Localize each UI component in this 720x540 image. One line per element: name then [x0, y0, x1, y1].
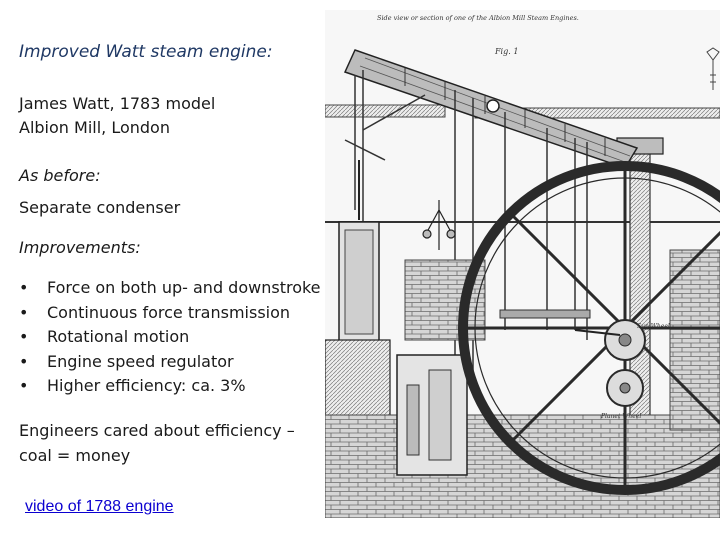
figure-number: Fig. 1 — [495, 47, 519, 56]
note-line-1: Engineers cared about efficiency – — [19, 421, 295, 440]
as-before-item: Separate condenser — [19, 198, 181, 217]
model-line-2: Albion Mill, London — [19, 118, 170, 137]
improvement-item: • Continuous force transmission — [19, 301, 321, 326]
slide-title: Improved Watt steam engine: — [19, 42, 273, 62]
note-line-2: coal = money — [19, 446, 131, 465]
improvement-item: • Engine speed regulator — [19, 350, 321, 375]
improvements-list — [19, 276, 321, 399]
as-before-heading: As before: — [19, 166, 101, 185]
model-line-1: James Watt, 1783 model — [19, 94, 216, 113]
improvements-heading: Improvements: — [19, 238, 141, 257]
video-link[interactable]: video of 1788 engine — [25, 498, 174, 515]
improvement-item: • Rotational motion — [19, 325, 321, 350]
condenser — [397, 355, 467, 475]
steam-engine-engraving — [325, 10, 720, 518]
sun-wheel-label: Sun Wheel — [637, 323, 670, 330]
planet-wheel-label: Planet Wheel — [601, 413, 642, 420]
figure-caption: Side view or section of one of the Albion Mill Steam Engines. — [377, 14, 579, 22]
improvement-item: • Force on both up- and downstroke — [19, 276, 321, 301]
improvement-item: • Higher efficiency: ca. 3% — [19, 374, 321, 399]
engine-drawing — [325, 10, 720, 518]
